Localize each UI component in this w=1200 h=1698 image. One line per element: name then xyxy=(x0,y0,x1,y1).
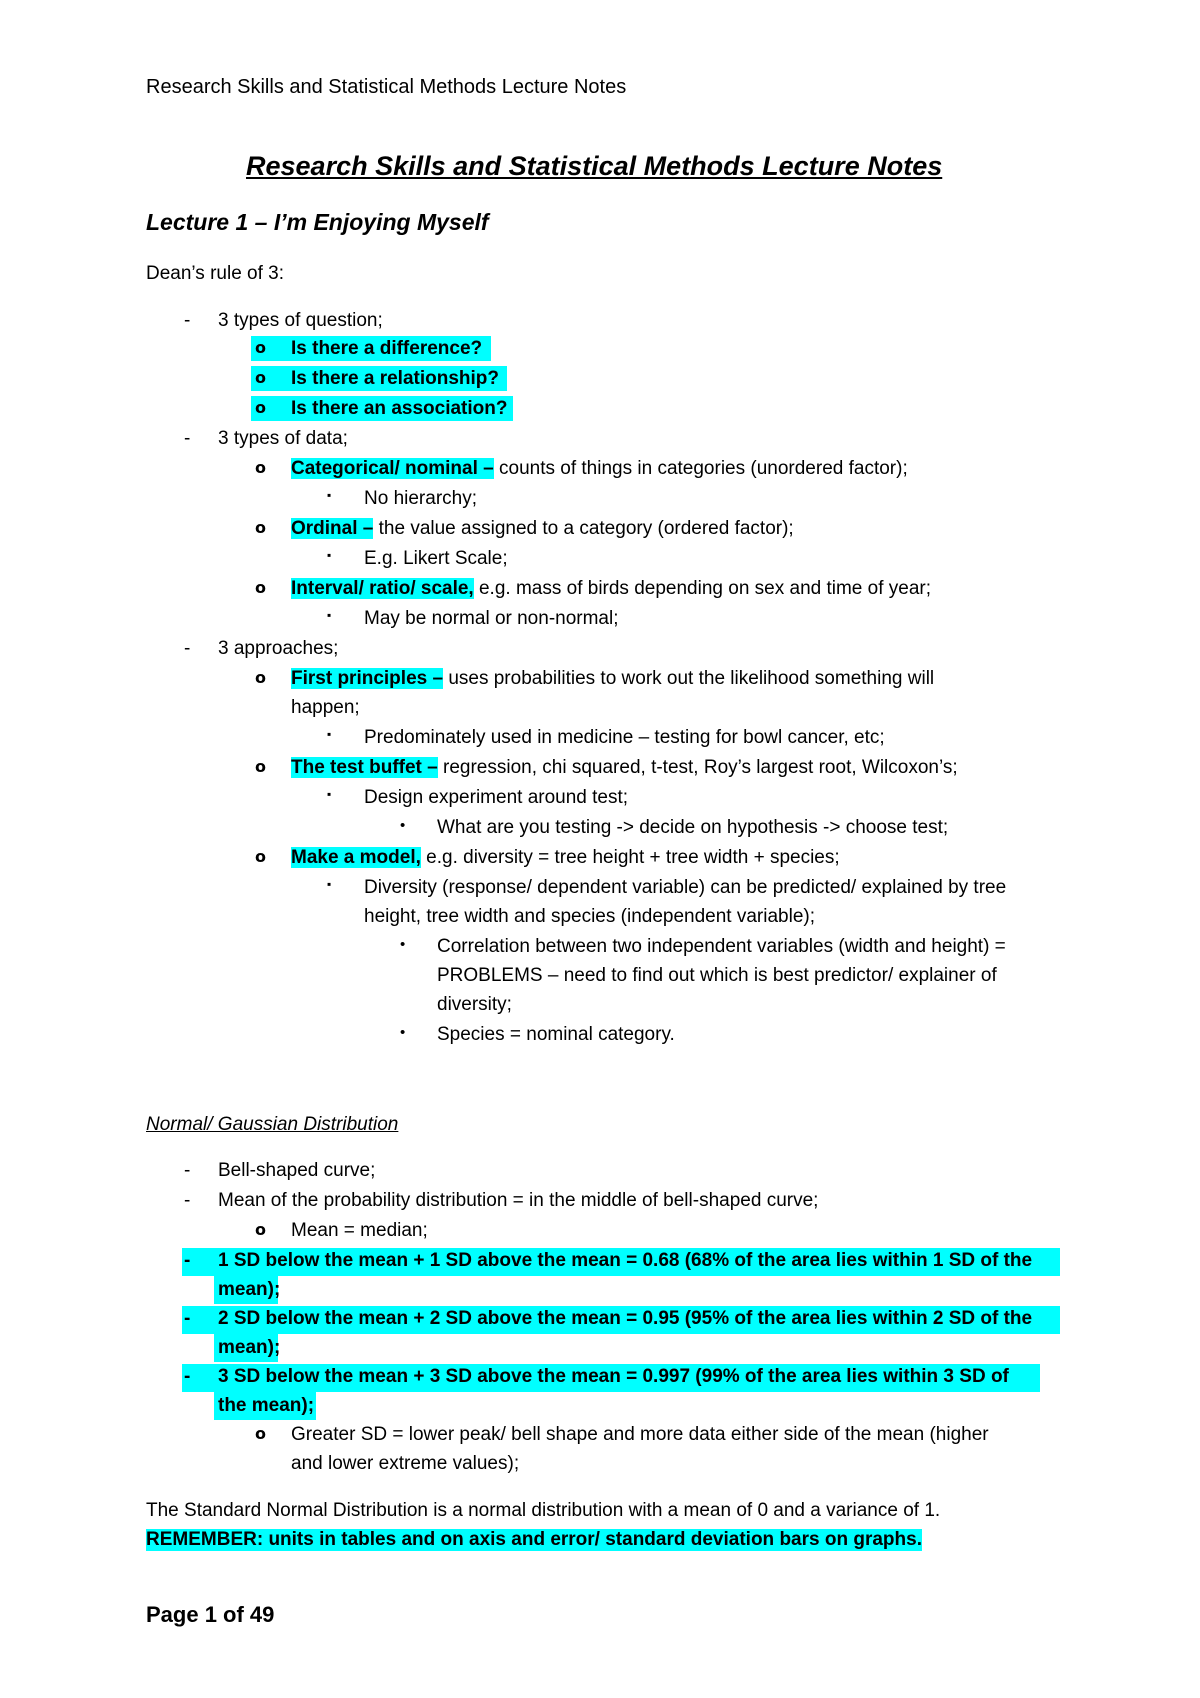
list-item xyxy=(0,1308,1200,1332)
circle-bullet: o xyxy=(255,578,266,597)
list-item xyxy=(0,1424,1200,1448)
list-item xyxy=(0,638,1200,662)
term-description: counts of things in categories (unordered factor); xyxy=(493,458,908,479)
list-item xyxy=(0,428,1200,452)
dash-bullet: - xyxy=(184,1308,191,1329)
list-item-text: Species = nominal category. xyxy=(437,1024,675,1045)
term-description: uses probabilities to work out the likelihood something will xyxy=(443,668,935,689)
list-item xyxy=(0,578,1200,602)
list-item xyxy=(0,1190,1200,1214)
square-bullet: ▪ xyxy=(327,727,332,741)
square-bullet: ▪ xyxy=(327,787,332,801)
list-item xyxy=(0,368,1200,392)
list-item-text: 1 SD below the mean + 1 SD above the mean = 0.68 (68% of the area lies within 1 SD of the xyxy=(218,1250,1033,1271)
dash-bullet: - xyxy=(184,310,191,331)
question-item: Is there a relationship? xyxy=(291,368,499,389)
term-description: e.g. diversity = tree height + tree width + species; xyxy=(420,847,840,868)
dot-bullet: • xyxy=(400,936,406,953)
square-bullet: ▪ xyxy=(327,877,332,891)
circle-bullet: o xyxy=(255,518,266,537)
dash-bullet: - xyxy=(184,1160,191,1181)
circle-bullet: o xyxy=(255,1220,266,1239)
list-item xyxy=(0,488,1200,512)
list-item-text: Greater SD = lower peak/ bell shape and more data either side of the mean (higher xyxy=(291,1424,989,1445)
list-item xyxy=(0,458,1200,482)
term-test-buffet: The test buffet – xyxy=(291,757,438,778)
paragraph: The Standard Normal Distribution is a normal distribution with a mean of 0 and a variance of 1. xyxy=(146,1500,941,1521)
continuation-text: happen; xyxy=(291,697,360,718)
list-item-text: Predominately used in medicine – testing for bowl cancer, etc; xyxy=(364,727,885,748)
circle-bullet: o xyxy=(255,757,266,776)
list-item xyxy=(0,398,1200,422)
dot-bullet: • xyxy=(400,1024,406,1041)
list-item-text: Mean of the probability distribution = in the middle of bell-shaped curve; xyxy=(218,1190,819,1211)
list-item-text: 2 SD below the mean + 2 SD above the mean = 0.95 (95% of the area lies within 2 SD of the xyxy=(218,1308,1033,1329)
lecture-heading: Lecture 1 – I’m Enjoying Myself xyxy=(146,209,489,235)
circle-bullet: o xyxy=(255,368,266,387)
term-interval: Interval/ ratio/ scale, xyxy=(291,578,474,599)
term-description: regression, chi squared, t-test, Roy’s largest root, Wilcoxon’s; xyxy=(437,757,958,778)
term-description: e.g. mass of birds depending on sex and time of year; xyxy=(473,578,932,599)
list-item xyxy=(0,310,1200,334)
continuation-text: mean); xyxy=(218,1337,281,1358)
dash-bullet: - xyxy=(184,1366,191,1387)
section-heading: Normal/ Gaussian Distribution xyxy=(146,1114,399,1135)
dash-bullet: - xyxy=(184,1250,191,1271)
dot-bullet: • xyxy=(400,817,406,834)
list-item-text: May be normal or non-normal; xyxy=(364,608,619,629)
question-item: Is there an association? xyxy=(291,398,508,419)
list-item xyxy=(0,847,1200,871)
term-make-model: Make a model, xyxy=(291,847,421,868)
list-item xyxy=(0,787,1200,811)
rule-intro: Dean’s rule of 3: xyxy=(146,263,285,284)
square-bullet: ▪ xyxy=(327,608,332,622)
list-item xyxy=(0,668,1200,692)
circle-bullet: o xyxy=(255,1424,266,1443)
list-item-text: Design experiment around test; xyxy=(364,787,629,808)
list-item-text: No hierarchy; xyxy=(364,488,477,509)
circle-bullet: o xyxy=(255,338,266,357)
list-item xyxy=(0,936,1200,960)
dash-bullet: - xyxy=(184,638,191,659)
term-first-principles: First principles – xyxy=(291,668,444,689)
circle-bullet: o xyxy=(255,847,266,866)
list-item-text: Mean = median; xyxy=(291,1220,428,1241)
list-item xyxy=(0,548,1200,572)
list-item xyxy=(0,877,1200,901)
document-title: Research Skills and Statistical Methods Lecture Notes xyxy=(246,151,943,181)
circle-bullet: o xyxy=(255,668,266,687)
list-item xyxy=(0,1024,1200,1048)
page-number: Page 1 of 49 xyxy=(146,1602,275,1627)
list-item-text: Correlation between two independent variables (width and height) = xyxy=(437,936,1006,957)
list-item-text: 3 SD below the mean + 3 SD above the mean = 0.997 (99% of the area lies within 3 SD of xyxy=(218,1366,1009,1387)
list-item xyxy=(0,1250,1200,1274)
list-item-text: Bell-shaped curve; xyxy=(218,1160,376,1181)
circle-bullet: o xyxy=(255,458,266,477)
remember-note: REMEMBER: units in tables and on axis and error/ standard deviation bars on graphs. xyxy=(146,1529,922,1550)
continuation-text: diversity; xyxy=(437,994,512,1015)
list-item xyxy=(0,1220,1200,1244)
square-bullet: ▪ xyxy=(327,488,332,502)
question-item: Is there a difference? xyxy=(291,338,483,359)
dash-bullet: - xyxy=(184,428,191,449)
list-item xyxy=(0,338,1200,362)
list-item xyxy=(0,757,1200,781)
term-categorical: Categorical/ nominal – xyxy=(291,458,494,479)
list-item-text: Diversity (response/ dependent variable) can be predicted/ explained by tree xyxy=(364,877,1007,898)
list-item xyxy=(0,1366,1200,1390)
circle-bullet: o xyxy=(255,398,266,417)
continuation-text: and lower extreme values); xyxy=(291,1453,520,1474)
list-item xyxy=(0,608,1200,632)
list-item xyxy=(0,518,1200,542)
list-item-text: What are you testing -> decide on hypothesis -> choose test; xyxy=(437,817,949,838)
list-item-text: E.g. Likert Scale; xyxy=(364,548,508,569)
list-item xyxy=(0,1160,1200,1184)
continuation-text: height, tree width and species (independent variable); xyxy=(364,906,816,927)
list-item xyxy=(0,727,1200,751)
term-ordinal: Ordinal – xyxy=(291,518,374,539)
list-item-text: 3 approaches; xyxy=(218,638,339,659)
term-description: the value assigned to a category (ordered factor); xyxy=(373,518,794,539)
square-bullet: ▪ xyxy=(327,548,332,562)
continuation-text: PROBLEMS – need to find out which is best predictor/ explainer of xyxy=(437,965,997,986)
dash-bullet: - xyxy=(184,1190,191,1211)
list-item-text: 3 types of question; xyxy=(218,310,383,331)
running-header: Research Skills and Statistical Methods Lecture Notes xyxy=(146,76,627,98)
continuation-text: mean); xyxy=(218,1279,281,1300)
continuation-text: the mean); xyxy=(218,1395,315,1416)
list-item xyxy=(0,817,1200,841)
list-item-text: 3 types of data; xyxy=(218,428,348,449)
